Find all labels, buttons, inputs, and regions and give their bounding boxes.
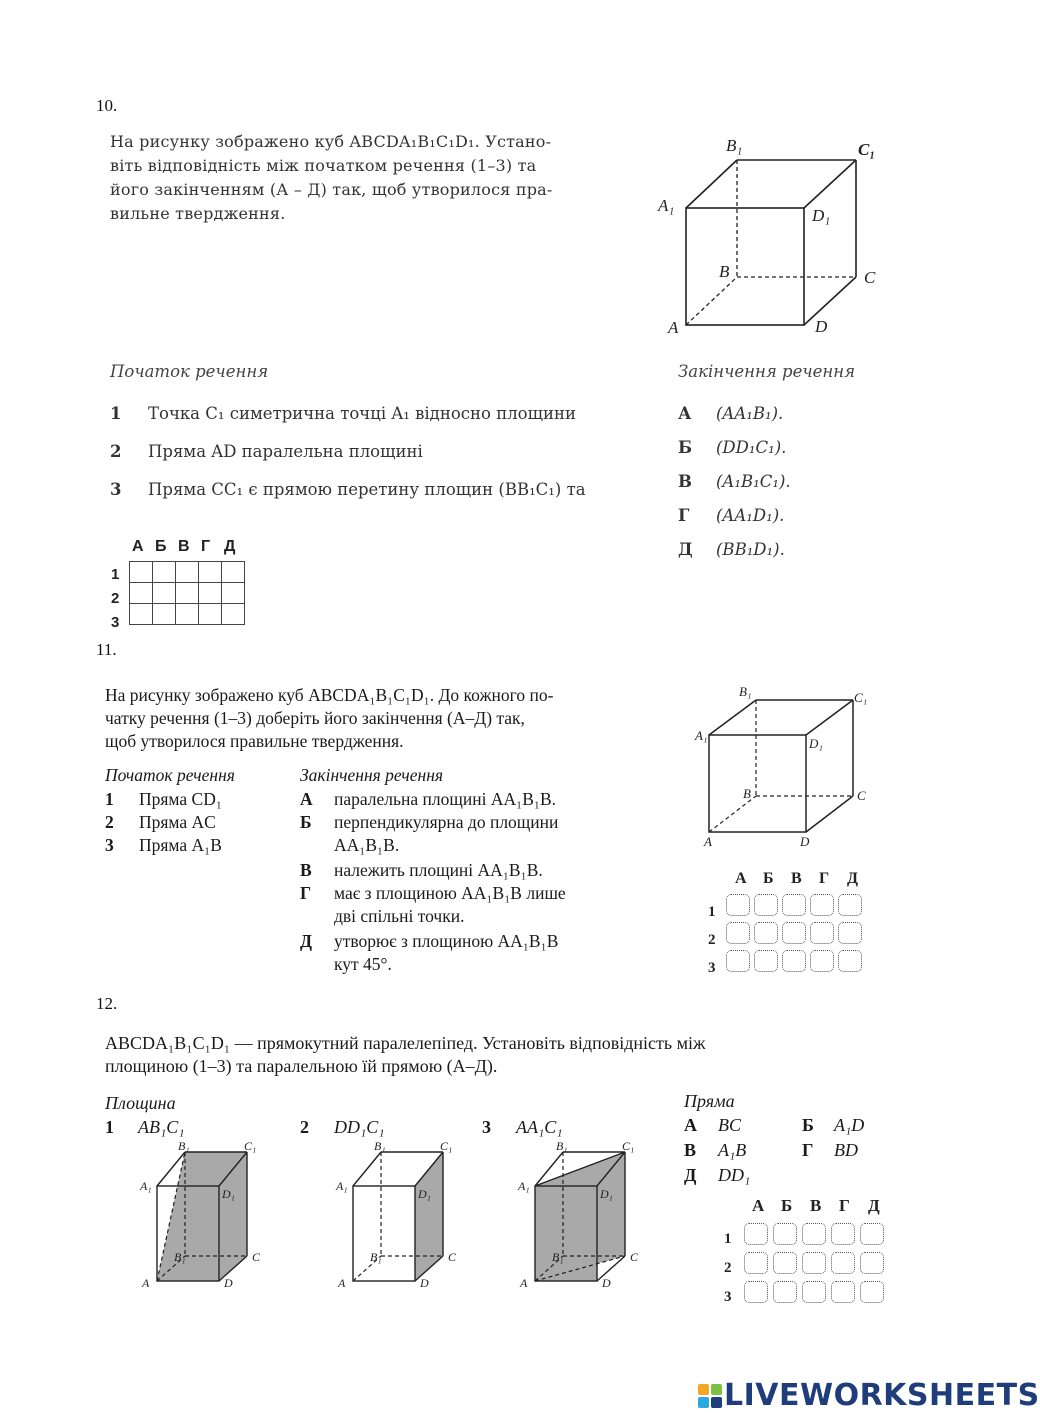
answer-cell[interactable] xyxy=(831,1281,855,1303)
q11-start-header: Початок речення xyxy=(105,765,235,785)
shaded-plane xyxy=(535,1186,597,1281)
svg-text:D₁: D₁ xyxy=(418,1187,431,1201)
q10-start-header: Початок речення xyxy=(110,362,269,381)
svg-text:D: D xyxy=(602,1276,611,1290)
q12-box-2 xyxy=(334,1140,464,1300)
svg-text:A₁: A₁ xyxy=(140,1179,152,1193)
answer-cell[interactable] xyxy=(222,583,245,604)
answer-cell[interactable] xyxy=(802,1281,826,1303)
q12-line-a: А BC xyxy=(684,1115,742,1135)
q10-end-v: В (A₁B₁C₁). xyxy=(678,472,791,491)
answer-cell[interactable] xyxy=(782,922,806,944)
answer-cell[interactable] xyxy=(860,1281,884,1303)
svg-text:D₁: D₁ xyxy=(809,736,823,751)
answer-cell[interactable] xyxy=(176,583,199,604)
answer-cell[interactable] xyxy=(222,562,245,583)
answer-cell[interactable] xyxy=(726,894,750,916)
svg-text:A: A xyxy=(142,1276,150,1290)
svg-text:B₁: B₁ xyxy=(556,1139,568,1153)
svg-text:B₁: B₁ xyxy=(370,1250,382,1264)
q12-plane-1: 1 AB₁C₁ xyxy=(105,1117,185,1137)
answer-cell[interactable] xyxy=(130,583,153,604)
liveworksheets-icon xyxy=(698,1384,722,1408)
answer-cell[interactable] xyxy=(810,950,834,972)
q12-plane-2: 2 DD₁C₁ xyxy=(300,1117,385,1137)
answer-cell[interactable] xyxy=(744,1252,768,1274)
answer-cell[interactable] xyxy=(199,583,222,604)
answer-cell[interactable] xyxy=(860,1252,884,1274)
answer-cell[interactable] xyxy=(831,1223,855,1245)
svg-text:D: D xyxy=(800,834,810,849)
vertex-label: C xyxy=(864,268,876,287)
vertex-label: A₁ xyxy=(658,196,675,215)
answer-cell[interactable] xyxy=(744,1281,768,1303)
q11-grid-header: А Б В Г Д xyxy=(735,870,859,887)
svg-text:B₁: B₁ xyxy=(374,1139,386,1153)
svg-text:A: A xyxy=(704,834,712,849)
svg-text:B₁: B₁ xyxy=(178,1139,190,1153)
answer-cell[interactable] xyxy=(773,1223,797,1245)
svg-text:C: C xyxy=(857,788,866,803)
cube-front-face xyxy=(709,735,806,832)
q10-end-b: Б (DD₁C₁). xyxy=(678,438,787,457)
q12-line-v: В A₁B xyxy=(684,1140,747,1160)
q11-starts: 1 Пряма CD₁ 2 Пряма AC 3 Пряма A₁B xyxy=(105,789,222,855)
q12-plane-3: 3 AA₁C₁ xyxy=(482,1117,563,1137)
svg-text:D: D xyxy=(224,1276,233,1290)
answer-cell[interactable] xyxy=(754,922,778,944)
q12-number: 12. xyxy=(96,994,118,1013)
q10-intro xyxy=(110,130,650,226)
vertex-label: C₁ xyxy=(858,140,876,159)
vertex-label: D₁ xyxy=(812,206,831,225)
answer-cell[interactable] xyxy=(773,1252,797,1274)
answer-cell[interactable] xyxy=(773,1281,797,1303)
answer-cell[interactable] xyxy=(782,950,806,972)
q10-end-header: Закінчення речення xyxy=(678,362,856,381)
answer-cell[interactable] xyxy=(860,1223,884,1245)
q12-grid-rows: 1 2 3 xyxy=(724,1231,732,1305)
svg-text:D₁: D₁ xyxy=(600,1187,613,1201)
answer-cell[interactable] xyxy=(726,922,750,944)
q11-intro: На рисунку зображено куб ABCDA₁B₁C₁D₁. До кожного по- чатку речення (1–3) доберіть його закінчення (А–Д) так, щоб утворилося правильне твердження. xyxy=(105,685,554,751)
q12-intro: ABCDA₁B₁C₁D₁ — прямокутний паралелепіпед. Установіть відповідність між площиною (1–3) та паралельною їй прямою (А–Д). xyxy=(105,1033,706,1076)
q10-answer-grid xyxy=(129,561,245,625)
svg-text:C₁: C₁ xyxy=(622,1139,635,1153)
q11-ends: А паралельна площині AA₁B₁B. Б перпендикулярна до площини AA₁B₁B. В належить площині AA₁B₁B. Г має з площиною AA₁B₁B лише дві спільні точки. Д утворює з площиною AA₁B₁B кут 45°. xyxy=(300,789,566,974)
q11-cube-figure xyxy=(695,682,895,852)
q12-line-b: Б A₁D xyxy=(802,1115,865,1135)
q10-number: 10. xyxy=(96,96,118,115)
q12-grid-header: А Б В Г Д xyxy=(752,1196,880,1215)
q10-intro-line: його закінченням (А – Д) так, щоб утворилося пра- xyxy=(110,180,553,199)
q12-box-3 xyxy=(516,1140,646,1300)
answer-cell[interactable] xyxy=(153,562,176,583)
vertex-label: B₁ xyxy=(726,136,743,155)
svg-text:B₁: B₁ xyxy=(174,1250,186,1264)
svg-text:D₁: D₁ xyxy=(222,1187,235,1201)
answer-cell[interactable] xyxy=(199,562,222,583)
svg-text:A₁: A₁ xyxy=(518,1179,530,1193)
q12-box-1 xyxy=(138,1140,268,1300)
answer-cell[interactable] xyxy=(176,604,199,625)
q11-answer-grid xyxy=(726,894,866,978)
vertex-label: A xyxy=(668,318,679,337)
answer-cell[interactable] xyxy=(810,922,834,944)
q10-end-g: Г (AA₁D₁). xyxy=(678,506,785,525)
answer-cell[interactable] xyxy=(782,894,806,916)
answer-cell[interactable] xyxy=(153,604,176,625)
q11-end-header: Закінчення речення xyxy=(300,765,444,785)
answer-cell[interactable] xyxy=(754,894,778,916)
svg-text:C₁: C₁ xyxy=(440,1139,453,1153)
q11-number: 11. xyxy=(96,640,117,659)
q12-plane-header: Площина xyxy=(105,1093,176,1113)
svg-text:D: D xyxy=(420,1276,429,1290)
answer-cell[interactable] xyxy=(222,604,245,625)
answer-cell[interactable] xyxy=(810,894,834,916)
answer-cell[interactable] xyxy=(838,894,862,916)
svg-text:B: B xyxy=(743,786,751,801)
q10-intro-line: віть відповідність між початком речення (1–3) та xyxy=(110,156,537,175)
svg-text:B₁: B₁ xyxy=(552,1250,564,1264)
answer-cell[interactable] xyxy=(831,1252,855,1274)
answer-cell[interactable] xyxy=(802,1252,826,1274)
q10-intro-line: На рисунку зображено куб ABCDA₁B₁C₁D₁. Устано- xyxy=(110,132,552,151)
q12-answer-grid xyxy=(744,1223,889,1311)
q10-intro-line: вильне твердження. xyxy=(110,204,286,223)
q10-grid-header: А Б В Г Д xyxy=(132,538,236,555)
q11-grid-rows: 1 2 3 xyxy=(708,904,716,976)
q12-line-g: Г BD xyxy=(802,1140,858,1160)
q10-end-d: Д (BB₁D₁). xyxy=(678,540,785,559)
q10-end-a: А (AA₁B₁). xyxy=(678,404,784,423)
answer-cell[interactable] xyxy=(176,562,199,583)
answer-cell[interactable] xyxy=(744,1223,768,1245)
svg-text:C₁: C₁ xyxy=(854,690,868,705)
answer-cell[interactable] xyxy=(754,950,778,972)
brand-name: LIVEWORKSHEETS xyxy=(724,1378,1040,1413)
answer-cell[interactable] xyxy=(802,1223,826,1245)
svg-text:A₁: A₁ xyxy=(695,728,708,743)
svg-text:C: C xyxy=(448,1250,457,1264)
q10-grid-rows: 1 2 3 xyxy=(111,566,120,631)
q10-start-3: 3 Пряма CC₁ є прямою перетину площин (BB₁C₁) та xyxy=(110,480,586,499)
q12-line-d: Д DD₁ xyxy=(684,1165,751,1185)
svg-text:A: A xyxy=(338,1276,346,1290)
q10-cube-figure xyxy=(650,125,890,345)
answer-cell[interactable] xyxy=(199,604,222,625)
answer-cell[interactable] xyxy=(130,562,153,583)
answer-cell[interactable] xyxy=(130,604,153,625)
svg-text:C: C xyxy=(252,1250,261,1264)
svg-text:A₁: A₁ xyxy=(336,1179,348,1193)
shaded-plane xyxy=(415,1152,443,1281)
answer-cell[interactable] xyxy=(726,950,750,972)
svg-text:A: A xyxy=(520,1276,528,1290)
answer-cell[interactable] xyxy=(838,922,862,944)
svg-text:B₁: B₁ xyxy=(739,684,752,699)
q12-line-header: Пряма xyxy=(684,1091,735,1111)
svg-text:C₁: C₁ xyxy=(244,1139,257,1153)
svg-text:C: C xyxy=(630,1250,639,1264)
q10-start-1: 1 Точка C₁ симетрична точці A₁ відносно площини xyxy=(110,404,576,423)
vertex-label: B xyxy=(719,262,730,281)
liveworksheets-logo[interactable] xyxy=(698,1378,1040,1413)
answer-cell[interactable] xyxy=(153,583,176,604)
vertex-label: D xyxy=(815,317,828,336)
answer-cell[interactable] xyxy=(838,950,862,972)
q10-start-2: 2 Пряма AD паралельна площині xyxy=(110,442,423,461)
